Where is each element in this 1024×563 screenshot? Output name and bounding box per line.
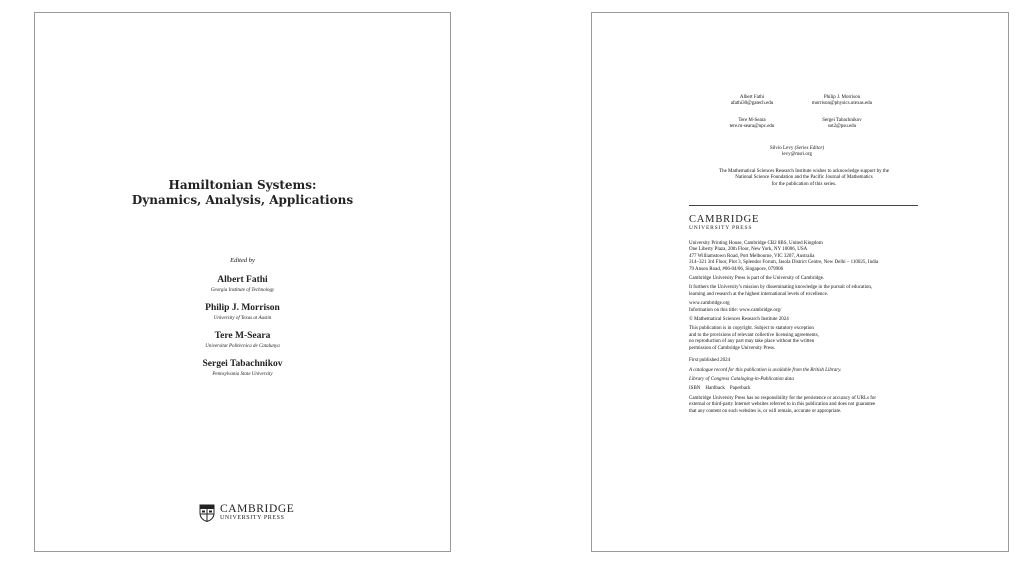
address-line: 79 Anson Road, #06-04/06, Singapore, 079906 [689, 266, 784, 272]
left-page [34, 12, 451, 552]
divider [689, 205, 918, 206]
contact-name: Tere M-Seara [738, 118, 766, 123]
contact-name: Sergei Tabachnikov [822, 118, 862, 123]
editor-affiliation: Pennsylvania State University [212, 372, 273, 377]
disclaimer-line: Cambridge University Press has no responsibility for the persistence or accuracy of URLs for [689, 395, 877, 401]
cambridge-shield-icon [199, 504, 215, 522]
acknowledgment-line: for the publication of this series. [771, 181, 837, 187]
contact-name: Albert Fathi [739, 95, 765, 100]
copyright-line: © Mathematical Sciences Research Institute 2024 [689, 317, 789, 323]
copyright-text [689, 241, 929, 415]
copyright-notice-line: and to the provisions of relevant collective licensing agreements, [689, 332, 819, 338]
publisher-name: CAMBRIDGE [220, 503, 295, 515]
publisher-subtitle: UNIVERSITY PRESS [220, 515, 285, 521]
acknowledgment-line: The Mathematical Sciences Research Institute wishes to acknowledge support by the [719, 169, 889, 174]
copyright-notice-line: This publication is in copyright. Subject to statutory exception [689, 326, 814, 332]
contact-email: tere.m-seara@upc.edu [729, 124, 775, 130]
first-published: First published 2024 [689, 358, 731, 364]
contact-email: sot2@psu.edu [827, 124, 857, 130]
contact-block [782, 118, 902, 131]
series-editor-block [737, 146, 857, 159]
info-title-link[interactable]: Information on this title: www.cambridge.org/ [689, 307, 782, 313]
disclaimer-line: that any content on such websites is, or will remain, accurate or appropriate. [689, 408, 842, 414]
editor-affiliation: Universitat Politècnica de Catalunya [205, 344, 280, 349]
acknowledgment [687, 169, 921, 188]
contact-email: morrison@physics.utexas.edu [811, 101, 873, 107]
series-editor-email: levy@msri.org [782, 152, 812, 158]
editor-name: Albert Fathi [217, 275, 268, 285]
disclaimer-line: external or third-party Internet websites referred to in this publication and does not guarantee [689, 402, 876, 408]
series-editor-name: Silvio Levy [769, 146, 794, 151]
publisher-subtitle: UNIVERSITY PRESS [689, 225, 753, 231]
editor-name: Sergei Tabachnikov [202, 359, 283, 369]
address-line: 477 Williamstown Road, Port Melbourne, VIC 3207, Australia [689, 253, 815, 259]
right-page [591, 12, 1009, 552]
publisher-name: CAMBRIDGE [689, 214, 760, 225]
mission-line: It furthers the University’s mission by disseminating knowledge in the pursuit of education, [689, 285, 873, 291]
edited-by-label: Edited by [230, 257, 255, 264]
mission-line: learning and research at the highest international levels of excellence. [689, 291, 829, 297]
acknowledgment-line: National Science Foundation and the Pacific Journal of Mathematics [735, 175, 873, 181]
contact-email: afathi30@gatech.edu [730, 101, 774, 107]
contact-block [782, 95, 902, 108]
editor-name: Tere M-Seara [214, 331, 271, 341]
website-link[interactable]: www.cambridge.org [689, 301, 730, 307]
book-title-line-1: Hamiltonian Systems: [168, 178, 317, 192]
contact-name: Philip J. Morrison [823, 95, 861, 100]
series-editor-role: (Series Editor) [794, 146, 825, 151]
cup-part-line: Cambridge University Press is part of the University of Cambridge. [689, 276, 825, 282]
isbn-line: ISBN Hardback Paperback [689, 386, 751, 392]
address-line: 314–321 3rd Floor, Plot 3, Splendor Forum, Jasola District Centre, New Delhi – 110025, India [689, 260, 879, 266]
catalogue-record: A catalogue record for this publication is available from the British Library. [689, 367, 842, 373]
publisher-logo [199, 503, 309, 525]
editor-affiliation: Georgia Institute of Technology [210, 288, 275, 293]
address-line: One Liberty Plaza, 20th Floor, New York, NY 10006, USA [689, 247, 808, 253]
book-title-line-2: Dynamics, Analysis, Applications [131, 193, 354, 207]
editor-affiliation: University of Texas at Austin [213, 316, 272, 321]
copyright-notice-line: no reproduction of any part may take place without the written [689, 339, 815, 345]
editor-name: Philip J. Morrison [205, 303, 280, 313]
loc-data: Library of Congress Cataloging-in-Publication data [689, 376, 794, 382]
address-line: University Printing House, Cambridge CB2 8BS, United Kingdom [689, 241, 823, 246]
copyright-notice-line: permission of Cambridge University Press. [689, 345, 776, 351]
